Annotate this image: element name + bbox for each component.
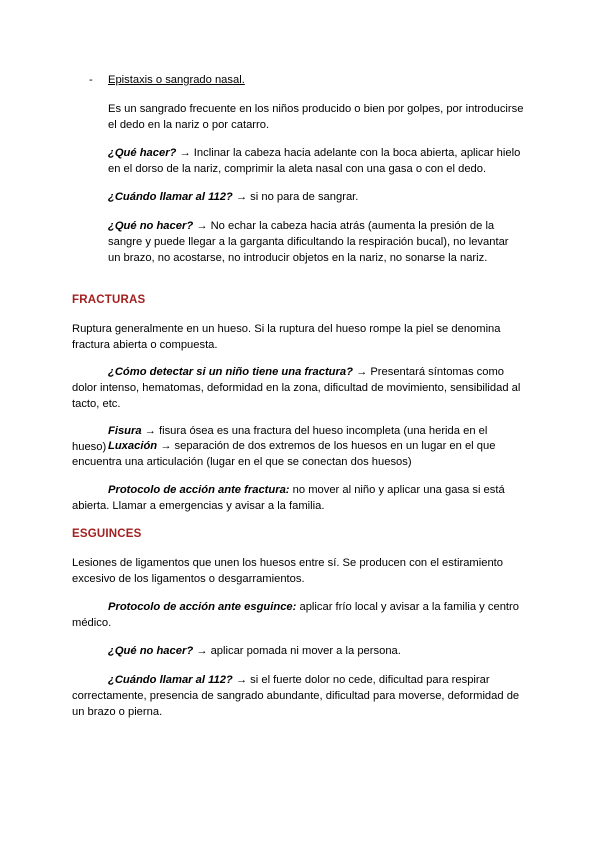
fracturas-protocolo [72, 482, 524, 514]
fracturas-heading: FRACTURAS [72, 294, 146, 306]
que-hacer-label: ¿Qué hacer? [108, 147, 177, 159]
esguinces-protocolo [72, 599, 524, 631]
esguinces-intro: Lesiones de ligamentos que unen los huesos entre sí. Se producen con el estiramiento excesivo de los ligamentos o desgarramientos. [72, 557, 503, 585]
protocolo-esguince-text: aplicar frío local y avisar a la familia y centro médico. [72, 601, 519, 629]
list-bullet: - [89, 74, 93, 86]
epistaxis-title: Epistaxis o sangrado nasal. [108, 74, 245, 86]
fracturas-luxacion [72, 438, 524, 470]
luxacion-label: Luxación [108, 440, 158, 452]
epistaxis-intro: Es un sangrado frecuente en los niños producido o bien por golpes, por introducirse el dedo en la nariz o por catarro. [108, 103, 524, 131]
que-no-hacer-label: ¿Qué no hacer? [108, 220, 194, 232]
esguinces-heading: ESGUINCES [72, 528, 142, 540]
detectar-label: ¿Cómo detectar si un niño tiene una fractura? [108, 366, 353, 378]
fracturas-detectar [72, 364, 524, 412]
protocolo-fractura-label: Protocolo de acción ante fractura: [108, 484, 290, 496]
fisura-text: → fisura ósea es una fractura del hueso incompleta (una herida en el hueso) [72, 425, 488, 453]
cuando-llamar-label: ¿Cuándo llamar al 112? [108, 191, 233, 203]
detectar-text: → Presentará síntomas como dolor intenso, hematomas, deformidad en la zona, dificultad de movimiento, sensibilidad al tacto, etc. [72, 366, 521, 410]
epistaxis-cuando-llamar [108, 189, 524, 205]
que-hacer-text: → Inclinar la cabeza hacia adelante con la boca abierta, aplicar hielo en el dorso de la nariz, comprimir la aleta nasal con una gasa o con el dedo. [108, 147, 521, 175]
protocolo-esguince-label: Protocolo de acción ante esguince: [108, 601, 297, 613]
esguinces-cuando-llamar [72, 672, 524, 720]
fisura-label: Fisura [108, 425, 142, 437]
fracturas-intro: Ruptura generalmente en un hueso. Si la ruptura del hueso rompe la piel se denomina fractura abierta o compuesta. [72, 323, 501, 351]
cuando-llamar-text: → si no para de sangrar. [232, 191, 359, 203]
protocolo-fractura-text: no mover al niño y aplicar una gasa si está abierta. Llamar a emergencias y avisar a la familia. [72, 484, 505, 512]
esguinces-que-no-hacer [72, 643, 524, 659]
esguince-cuando-label: ¿Cuándo llamar al 112? [108, 674, 233, 686]
esguince-que-no-text: → aplicar pomada ni mover a la persona. [193, 645, 401, 657]
esguince-cuando-text: → si el fuerte dolor no cede, dificultad para respirar correctamente, presencia de sangrado abundante, dificultad para moverse, deformidad de un brazo o pierna. [72, 674, 520, 718]
epistaxis-que-hacer [108, 145, 524, 177]
esguince-que-no-label: ¿Qué no hacer? [108, 645, 194, 657]
que-no-hacer-text: → No echar la cabeza hacia atrás (aumenta la presión de la sangre y puede llegar a la garganta dificultando la respiración bucal), no levantar un brazo, no acostarse, no introducir objetos en la nariz, no sonarse la nariz. [108, 220, 509, 264]
luxacion-text: → separación de dos extremos de los huesos en un lugar en el que encuentra una articulación (lugar en el que se conectan dos huesos) [72, 440, 496, 468]
epistaxis-que-no-hacer [108, 218, 524, 266]
